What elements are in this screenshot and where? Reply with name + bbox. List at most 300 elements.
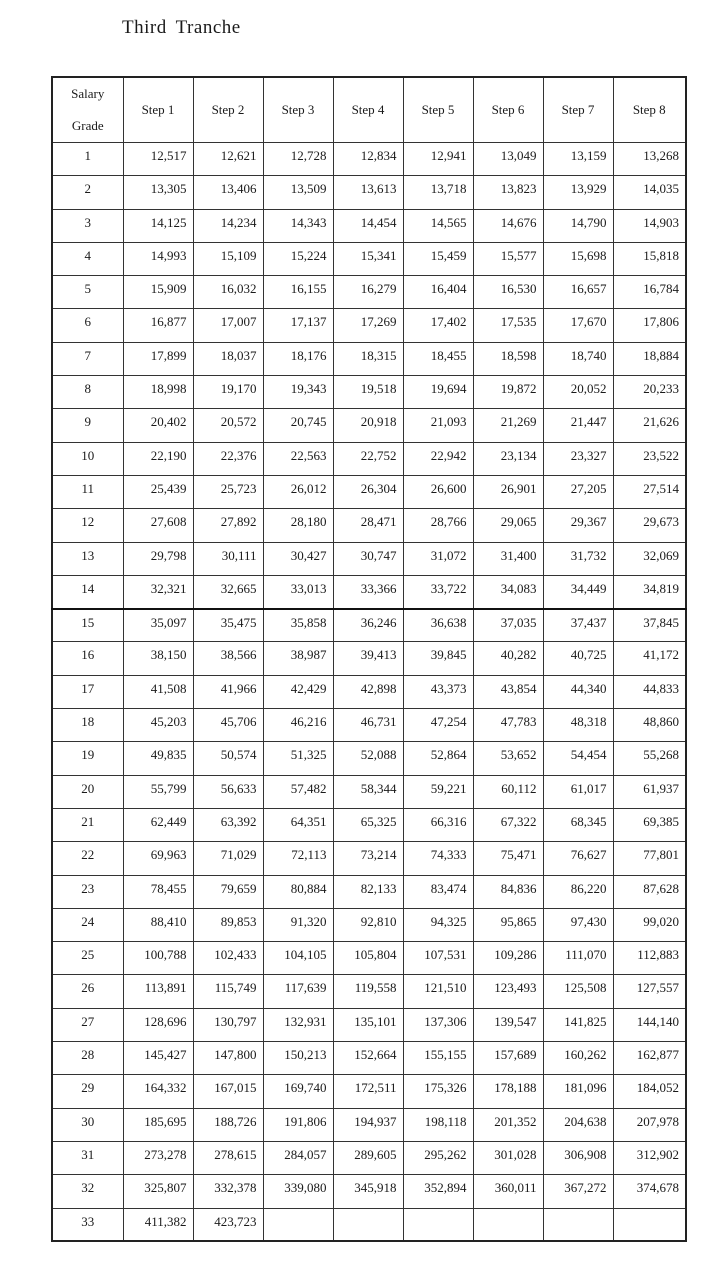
salary-grade-cell: 8 (52, 376, 123, 409)
salary-value-cell: 26,901 (473, 475, 543, 508)
salary-value-cell: 13,305 (123, 176, 193, 209)
salary-value-cell: 62,449 (123, 808, 193, 841)
salary-grade-cell: 13 (52, 542, 123, 575)
salary-value-cell: 21,269 (473, 409, 543, 442)
salary-value-cell (613, 1208, 686, 1241)
salary-value-cell: 18,740 (543, 342, 613, 375)
salary-value-cell: 119,558 (333, 975, 403, 1008)
salary-value-cell: 14,790 (543, 209, 613, 242)
salary-value-cell: 113,891 (123, 975, 193, 1008)
salary-value-cell: 52,088 (333, 742, 403, 775)
salary-grade-header-line2: Grade (71, 118, 104, 133)
salary-value-cell: 21,626 (613, 409, 686, 442)
salary-value-cell: 175,326 (403, 1075, 473, 1108)
salary-grade-cell: 33 (52, 1208, 123, 1241)
salary-value-cell: 41,966 (193, 675, 263, 708)
salary-value-cell: 15,224 (263, 242, 333, 275)
step-6-header: Step 6 (473, 77, 543, 143)
salary-value-cell: 15,341 (333, 242, 403, 275)
salary-value-cell: 61,017 (543, 775, 613, 808)
salary-value-cell: 17,269 (333, 309, 403, 342)
salary-value-cell: 31,072 (403, 542, 473, 575)
salary-value-cell: 12,517 (123, 143, 193, 176)
table-row (52, 642, 686, 675)
salary-value-cell: 44,833 (613, 675, 686, 708)
salary-value-cell: 36,638 (403, 609, 473, 642)
salary-value-cell: 16,657 (543, 276, 613, 309)
salary-value-cell: 155,155 (403, 1042, 473, 1075)
salary-value-cell: 95,865 (473, 908, 543, 941)
salary-grade-cell: 2 (52, 176, 123, 209)
salary-value-cell: 345,918 (333, 1175, 403, 1208)
salary-value-cell: 57,482 (263, 775, 333, 808)
salary-value-cell: 27,608 (123, 509, 193, 542)
salary-value-cell: 15,109 (193, 242, 263, 275)
salary-value-cell: 19,343 (263, 376, 333, 409)
salary-value-cell: 26,600 (403, 475, 473, 508)
salary-value-cell: 188,726 (193, 1108, 263, 1141)
salary-value-cell: 12,728 (263, 143, 333, 176)
salary-value-cell: 46,216 (263, 709, 333, 742)
table-row (52, 1141, 686, 1174)
salary-value-cell: 13,406 (193, 176, 263, 209)
salary-value-cell: 17,806 (613, 309, 686, 342)
table-row (52, 409, 686, 442)
salary-value-cell: 26,012 (263, 475, 333, 508)
table-row (52, 609, 686, 642)
table-row (52, 1008, 686, 1041)
salary-grade-header-line1: Salary (71, 86, 105, 101)
salary-value-cell: 289,605 (333, 1141, 403, 1174)
salary-value-cell: 40,282 (473, 642, 543, 675)
salary-value-cell: 87,628 (613, 875, 686, 908)
table-row (52, 342, 686, 375)
salary-value-cell: 33,366 (333, 575, 403, 608)
salary-value-cell: 112,883 (613, 942, 686, 975)
salary-value-cell (333, 1208, 403, 1241)
salary-value-cell: 37,437 (543, 609, 613, 642)
table-row (52, 176, 686, 209)
salary-value-cell: 28,471 (333, 509, 403, 542)
salary-value-cell: 77,801 (613, 842, 686, 875)
table-row (52, 276, 686, 309)
table-row (52, 675, 686, 708)
salary-value-cell: 130,797 (193, 1008, 263, 1041)
salary-value-cell: 80,884 (263, 875, 333, 908)
salary-grade-cell: 20 (52, 775, 123, 808)
salary-value-cell: 21,447 (543, 409, 613, 442)
salary-value-cell: 201,352 (473, 1108, 543, 1141)
salary-value-cell: 194,937 (333, 1108, 403, 1141)
salary-value-cell: 30,111 (193, 542, 263, 575)
salary-value-cell: 46,731 (333, 709, 403, 742)
salary-value-cell: 198,118 (403, 1108, 473, 1141)
salary-value-cell: 23,522 (613, 442, 686, 475)
salary-value-cell: 18,455 (403, 342, 473, 375)
salary-value-cell: 14,035 (613, 176, 686, 209)
salary-value-cell: 352,894 (403, 1175, 473, 1208)
salary-grade-cell: 10 (52, 442, 123, 475)
salary-grade-cell: 19 (52, 742, 123, 775)
salary-value-cell: 60,112 (473, 775, 543, 808)
salary-value-cell: 18,598 (473, 342, 543, 375)
salary-value-cell: 411,382 (123, 1208, 193, 1241)
salary-value-cell: 16,530 (473, 276, 543, 309)
salary-value-cell: 20,402 (123, 409, 193, 442)
salary-value-cell: 164,332 (123, 1075, 193, 1108)
salary-value-cell: 35,097 (123, 609, 193, 642)
salary-value-cell: 15,459 (403, 242, 473, 275)
salary-value-cell: 34,819 (613, 575, 686, 608)
salary-value-cell: 49,835 (123, 742, 193, 775)
salary-grade-cell: 6 (52, 309, 123, 342)
salary-grade-cell: 17 (52, 675, 123, 708)
salary-grade-cell: 26 (52, 975, 123, 1008)
salary-value-cell: 47,783 (473, 709, 543, 742)
table-row (52, 975, 686, 1008)
salary-value-cell: 31,732 (543, 542, 613, 575)
salary-value-cell: 191,806 (263, 1108, 333, 1141)
salary-value-cell: 76,627 (543, 842, 613, 875)
salary-grade-cell: 32 (52, 1175, 123, 1208)
salary-value-cell: 162,877 (613, 1042, 686, 1075)
salary-value-cell: 58,344 (333, 775, 403, 808)
salary-value-cell: 17,899 (123, 342, 193, 375)
salary-value-cell: 20,745 (263, 409, 333, 442)
salary-value-cell: 20,233 (613, 376, 686, 409)
salary-value-cell: 12,834 (333, 143, 403, 176)
salary-value-cell: 48,860 (613, 709, 686, 742)
salary-value-cell: 152,664 (333, 1042, 403, 1075)
salary-value-cell: 29,798 (123, 542, 193, 575)
salary-grade-cell: 1 (52, 143, 123, 176)
salary-value-cell: 13,268 (613, 143, 686, 176)
salary-value-cell: 19,872 (473, 376, 543, 409)
salary-grade-cell: 16 (52, 642, 123, 675)
salary-value-cell: 35,475 (193, 609, 263, 642)
salary-value-cell: 284,057 (263, 1141, 333, 1174)
salary-grade-cell: 25 (52, 942, 123, 975)
salary-value-cell: 33,013 (263, 575, 333, 608)
salary-value-cell: 104,105 (263, 942, 333, 975)
salary-value-cell: 135,101 (333, 1008, 403, 1041)
step-5-header: Step 5 (403, 77, 473, 143)
salary-value-cell: 178,188 (473, 1075, 543, 1108)
salary-grade-cell: 22 (52, 842, 123, 875)
salary-value-cell: 56,633 (193, 775, 263, 808)
salary-value-cell: 374,678 (613, 1175, 686, 1208)
salary-value-cell: 27,892 (193, 509, 263, 542)
salary-value-cell: 137,306 (403, 1008, 473, 1041)
salary-value-cell: 43,373 (403, 675, 473, 708)
salary-value-cell: 84,836 (473, 875, 543, 908)
salary-value-cell: 121,510 (403, 975, 473, 1008)
salary-value-cell: 67,322 (473, 808, 543, 841)
table-row (52, 1075, 686, 1108)
salary-value-cell: 42,898 (333, 675, 403, 708)
salary-value-cell: 15,818 (613, 242, 686, 275)
salary-value-cell: 181,096 (543, 1075, 613, 1108)
salary-value-cell: 28,180 (263, 509, 333, 542)
salary-grade-cell: 5 (52, 276, 123, 309)
salary-value-cell: 37,845 (613, 609, 686, 642)
salary-value-cell: 107,531 (403, 942, 473, 975)
salary-value-cell: 19,170 (193, 376, 263, 409)
salary-grade-cell: 18 (52, 709, 123, 742)
salary-value-cell: 17,007 (193, 309, 263, 342)
salary-value-cell: 100,788 (123, 942, 193, 975)
table-row (52, 143, 686, 176)
salary-grade-cell: 11 (52, 475, 123, 508)
salary-value-cell: 31,400 (473, 542, 543, 575)
salary-grade-cell: 21 (52, 808, 123, 841)
salary-value-cell (473, 1208, 543, 1241)
table-row (52, 309, 686, 342)
step-8-header: Step 8 (613, 77, 686, 143)
step-4-header: Step 4 (333, 77, 403, 143)
salary-grade-cell: 30 (52, 1108, 123, 1141)
salary-value-cell: 301,028 (473, 1141, 543, 1174)
salary-value-cell: 18,998 (123, 376, 193, 409)
salary-value-cell: 29,673 (613, 509, 686, 542)
salary-table-body (52, 143, 686, 1242)
table-row (52, 1108, 686, 1141)
salary-value-cell: 18,884 (613, 342, 686, 375)
salary-value-cell: 18,037 (193, 342, 263, 375)
salary-grade-cell: 3 (52, 209, 123, 242)
salary-value-cell: 34,449 (543, 575, 613, 608)
salary-value-cell: 75,471 (473, 842, 543, 875)
salary-value-cell: 325,807 (123, 1175, 193, 1208)
salary-value-cell: 17,137 (263, 309, 333, 342)
salary-value-cell: 14,125 (123, 209, 193, 242)
salary-value-cell: 185,695 (123, 1108, 193, 1141)
salary-value-cell: 86,220 (543, 875, 613, 908)
salary-value-cell: 17,670 (543, 309, 613, 342)
salary-value-cell: 273,278 (123, 1141, 193, 1174)
salary-value-cell: 82,133 (333, 875, 403, 908)
salary-value-cell: 29,065 (473, 509, 543, 542)
salary-value-cell: 30,427 (263, 542, 333, 575)
salary-value-cell: 61,937 (613, 775, 686, 808)
salary-value-cell: 172,511 (333, 1075, 403, 1108)
salary-value-cell: 65,325 (333, 808, 403, 841)
salary-grade-cell: 7 (52, 342, 123, 375)
salary-value-cell: 17,535 (473, 309, 543, 342)
salary-value-cell: 109,286 (473, 942, 543, 975)
salary-value-cell: 32,665 (193, 575, 263, 608)
salary-value-cell: 71,029 (193, 842, 263, 875)
salary-value-cell: 91,320 (263, 908, 333, 941)
salary-grade-cell: 4 (52, 242, 123, 275)
salary-value-cell: 16,784 (613, 276, 686, 309)
salary-value-cell: 47,254 (403, 709, 473, 742)
salary-value-cell: 145,427 (123, 1042, 193, 1075)
salary-value-cell: 27,514 (613, 475, 686, 508)
step-7-header: Step 7 (543, 77, 613, 143)
salary-value-cell: 14,993 (123, 242, 193, 275)
salary-grade-cell: 23 (52, 875, 123, 908)
salary-value-cell: 204,638 (543, 1108, 613, 1141)
salary-value-cell: 33,722 (403, 575, 473, 608)
salary-value-cell: 55,268 (613, 742, 686, 775)
salary-value-cell: 17,402 (403, 309, 473, 342)
salary-value-cell: 19,694 (403, 376, 473, 409)
salary-value-cell: 125,508 (543, 975, 613, 1008)
salary-table (51, 76, 687, 1242)
salary-grade-cell: 12 (52, 509, 123, 542)
salary-value-cell: 37,035 (473, 609, 543, 642)
step-1-header: Step 1 (123, 77, 193, 143)
salary-value-cell: 51,325 (263, 742, 333, 775)
salary-value-cell: 54,454 (543, 742, 613, 775)
salary-grade-cell: 29 (52, 1075, 123, 1108)
salary-value-cell: 32,069 (613, 542, 686, 575)
salary-value-cell: 13,613 (333, 176, 403, 209)
salary-value-cell: 79,659 (193, 875, 263, 908)
salary-value-cell: 22,942 (403, 442, 473, 475)
salary-value-cell: 12,621 (193, 143, 263, 176)
salary-value-cell: 64,351 (263, 808, 333, 841)
salary-value-cell: 111,070 (543, 942, 613, 975)
salary-value-cell: 83,474 (403, 875, 473, 908)
table-row (52, 1042, 686, 1075)
salary-value-cell: 73,214 (333, 842, 403, 875)
salary-value-cell: 69,963 (123, 842, 193, 875)
salary-value-cell: 22,752 (333, 442, 403, 475)
salary-value-cell: 147,800 (193, 1042, 263, 1075)
table-row (52, 1175, 686, 1208)
salary-value-cell: 150,213 (263, 1042, 333, 1075)
salary-value-cell: 123,493 (473, 975, 543, 1008)
salary-value-cell: 339,080 (263, 1175, 333, 1208)
salary-value-cell: 18,315 (333, 342, 403, 375)
salary-value-cell: 20,052 (543, 376, 613, 409)
salary-value-cell: 43,854 (473, 675, 543, 708)
salary-value-cell: 44,340 (543, 675, 613, 708)
salary-value-cell: 12,941 (403, 143, 473, 176)
table-row (52, 1208, 686, 1241)
salary-value-cell: 295,262 (403, 1141, 473, 1174)
salary-value-cell: 115,749 (193, 975, 263, 1008)
salary-value-cell (543, 1208, 613, 1241)
table-row (52, 742, 686, 775)
table-row (52, 442, 686, 475)
salary-value-cell: 29,367 (543, 509, 613, 542)
salary-value-cell: 41,172 (613, 642, 686, 675)
salary-value-cell: 16,155 (263, 276, 333, 309)
salary-value-cell: 35,858 (263, 609, 333, 642)
salary-value-cell: 38,987 (263, 642, 333, 675)
salary-grade-cell: 31 (52, 1141, 123, 1174)
salary-value-cell: 13,049 (473, 143, 543, 176)
table-row (52, 709, 686, 742)
salary-value-cell: 15,909 (123, 276, 193, 309)
table-row (52, 908, 686, 941)
salary-value-cell: 117,639 (263, 975, 333, 1008)
step-3-header: Step 3 (263, 77, 333, 143)
salary-value-cell: 160,262 (543, 1042, 613, 1075)
salary-value-cell: 207,978 (613, 1108, 686, 1141)
table-row (52, 242, 686, 275)
salary-value-cell: 423,723 (193, 1208, 263, 1241)
salary-value-cell: 53,652 (473, 742, 543, 775)
salary-value-cell: 99,020 (613, 908, 686, 941)
salary-value-cell: 32,321 (123, 575, 193, 608)
table-row (52, 942, 686, 975)
salary-value-cell: 88,410 (123, 908, 193, 941)
salary-value-cell: 66,316 (403, 808, 473, 841)
salary-value-cell: 42,429 (263, 675, 333, 708)
salary-value-cell: 45,706 (193, 709, 263, 742)
salary-value-cell: 41,508 (123, 675, 193, 708)
salary-value-cell (263, 1208, 333, 1241)
salary-value-cell: 141,825 (543, 1008, 613, 1041)
salary-value-cell: 45,203 (123, 709, 193, 742)
salary-value-cell: 38,150 (123, 642, 193, 675)
table-row (52, 475, 686, 508)
salary-value-cell: 18,176 (263, 342, 333, 375)
salary-value-cell: 20,918 (333, 409, 403, 442)
salary-value-cell: 360,011 (473, 1175, 543, 1208)
salary-value-cell: 63,392 (193, 808, 263, 841)
table-row (52, 808, 686, 841)
salary-value-cell: 20,572 (193, 409, 263, 442)
salary-value-cell: 23,327 (543, 442, 613, 475)
salary-value-cell: 40,725 (543, 642, 613, 675)
salary-grade-cell: 24 (52, 908, 123, 941)
salary-value-cell: 22,376 (193, 442, 263, 475)
salary-value-cell: 306,908 (543, 1141, 613, 1174)
salary-value-cell: 16,032 (193, 276, 263, 309)
salary-value-cell: 48,318 (543, 709, 613, 742)
salary-value-cell: 72,113 (263, 842, 333, 875)
salary-value-cell: 39,845 (403, 642, 473, 675)
salary-value-cell: 105,804 (333, 942, 403, 975)
salary-value-cell: 16,877 (123, 309, 193, 342)
salary-value-cell: 26,304 (333, 475, 403, 508)
salary-grade-cell: 27 (52, 1008, 123, 1041)
salary-value-cell: 127,557 (613, 975, 686, 1008)
salary-value-cell: 128,696 (123, 1008, 193, 1041)
salary-value-cell: 13,718 (403, 176, 473, 209)
table-row (52, 775, 686, 808)
salary-value-cell: 22,190 (123, 442, 193, 475)
table-row (52, 509, 686, 542)
salary-value-cell: 78,455 (123, 875, 193, 908)
salary-value-cell: 367,272 (543, 1175, 613, 1208)
salary-value-cell: 14,234 (193, 209, 263, 242)
salary-grade-cell: 9 (52, 409, 123, 442)
salary-value-cell: 14,565 (403, 209, 473, 242)
salary-value-cell: 16,279 (333, 276, 403, 309)
salary-value-cell: 39,413 (333, 642, 403, 675)
salary-value-cell: 38,566 (193, 642, 263, 675)
salary-value-cell: 332,378 (193, 1175, 263, 1208)
salary-value-cell: 36,246 (333, 609, 403, 642)
salary-value-cell: 28,766 (403, 509, 473, 542)
salary-value-cell: 13,159 (543, 143, 613, 176)
salary-grade-cell: 14 (52, 575, 123, 608)
salary-value-cell: 19,518 (333, 376, 403, 409)
salary-value-cell: 25,723 (193, 475, 263, 508)
salary-value-cell: 34,083 (473, 575, 543, 608)
table-row (52, 575, 686, 608)
salary-value-cell: 94,325 (403, 908, 473, 941)
table-row (52, 542, 686, 575)
salary-value-cell: 52,864 (403, 742, 473, 775)
salary-value-cell: 27,205 (543, 475, 613, 508)
